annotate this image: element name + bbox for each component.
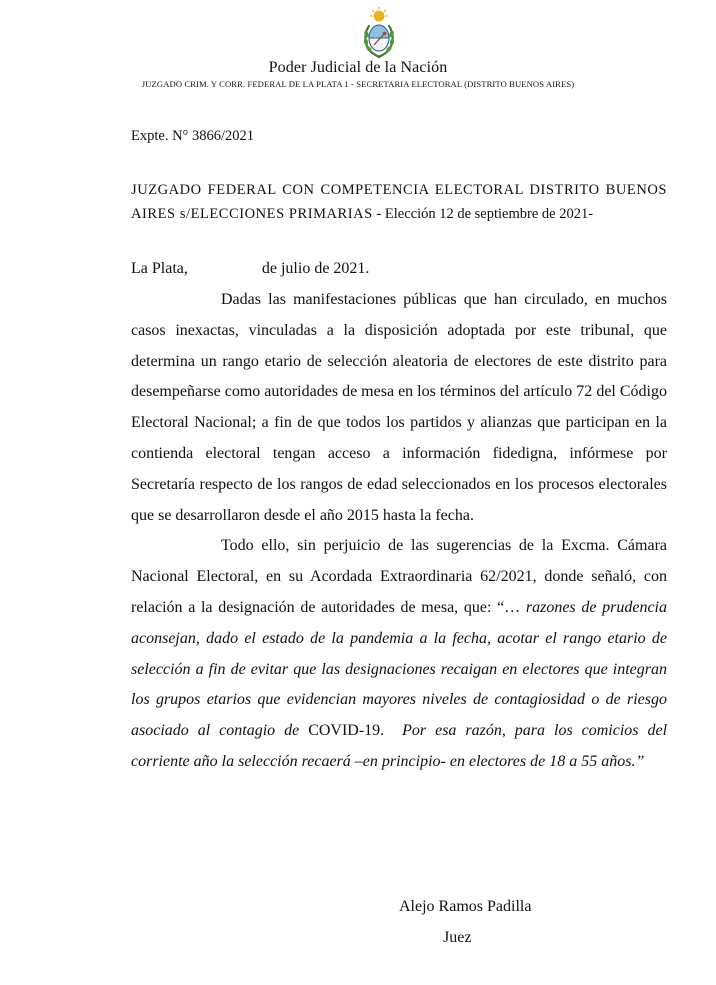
signer-name: Alejo Ramos Padilla [399,898,532,915]
court-subtitle: JUZGADO CRIM. Y CORR. FEDERAL DE LA PLATA 1 - SECRETARIA ELECTORAL (DISTRITO BUENOS AIRES) [141,79,575,89]
case-caption-title: JUZGADO FEDERAL CON COMPETENCIA ELECTORAL DISTRITO BUENOS AIRES s/ELECCIONES PRIMARIAS [131,182,667,222]
file-number: Expte. N° 3866/2021 [131,128,254,144]
date-rest: de julio de 2021. [261,260,370,277]
paragraph-2-intro: Todo ello, sin perjuicio de las sugerencias de la Excma. Cámara Nacional Electoral, en su Acordada Extraordinaria 62/2021, donde señaló, con relación a la designación de autoridades de mesa, que: “… [131,537,667,616]
paragraph-2-quote: razones de prudencia aconsejan, dado el estado de la pandemia a la fecha, acotar el rango etario de selección a fin de evitar que las designaciones recaigan en electores que integran los grupos etarios que evidencian mayores niveles de contagiosidad o de riesgo asociado al contagio de [131,598,667,740]
resolution-body [131,285,667,778]
date-place: La Plata, [131,260,188,277]
case-caption [131,178,667,226]
paragraph-2-end: Por esa razón, para los comicios del corriente año la selección recaerá –en principio- en electores de 18 a 55 años.” [131,722,668,770]
paragraph-1: Dadas las manifestaciones públicas que han circulado, en muchos casos inexactas, vinculadas a la disposición adoptada por este tribunal, que determina un rango etario de selección aleatoria de electores de este distrito para desempeñarse como autoridades de mesa en los términos del artículo 72 del Código Electoral Nacional; a fin de que todos los partidos y alianzas que participan en la contienda electoral tengan acceso a información fidedigna, infórmese por Secretaría respecto de los rangos de edad seleccionados en los procesos electorales que se desarrollaron desde el año 2015 hasta la fecha. [131,291,667,524]
case-caption-suffix: - Elección 12 de septiembre de 2021- [372,206,594,222]
paragraph-2 [131,531,667,777]
signer-role: Juez [443,929,472,946]
paragraph-2-covid: COVID-19. [308,722,385,740]
court-name: Poder Judicial de la Nación [268,59,448,76]
argentina-coat-of-arms-icon [361,6,397,60]
date-line [131,260,369,278]
